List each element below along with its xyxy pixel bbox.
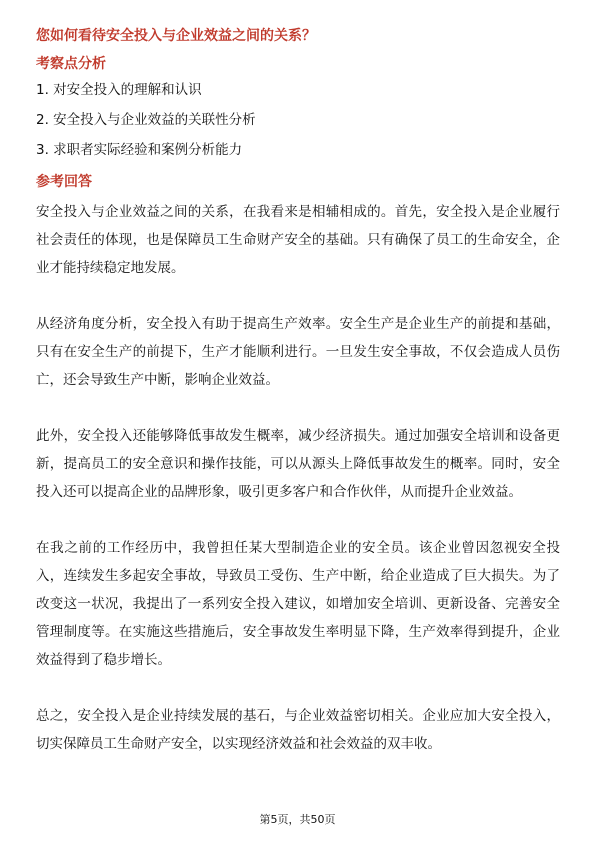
answer-paragraph: 在我之前的工作经历中，我曾担任某大型制造企业的安全员。该企业曾因忽视安全投入，连续发生多起安全事故，导致员工受伤、生产中断，给企业造成了巨大损失。为了改变这一状况，我提出了一系列安全投入建议，如增加安全培训、更新设备、完善安全管理制度等。在实施这些措施后，安全事故发生率明显下降，生产效率得到提升，企业效益得到了稳步增长。	[36, 540, 560, 668]
answer-paragraph: 安全投入与企业效益之间的关系，在我看来是相辅相成的。首先，安全投入是企业履行社会责任的体现，也是保障员工生命财产安全的基础。只有确保了员工的生命安全，企业才能持续稳定地发展。	[36, 204, 560, 276]
answer-paragraph: 从经济角度分析，安全投入有助于提高生产效率。安全生产是企业生产的前提和基础，只有在安全生产的前提下，生产才能顺利进行。一旦发生安全事故，不仅会造成人员伤亡，还会导致生产中断，影响企业效益。	[36, 316, 560, 388]
answer-heading: 参考回答	[36, 174, 92, 190]
analysis-point: 1. 对安全投入的理解和认识	[36, 82, 202, 98]
answer-body	[36, 198, 560, 786]
question-title: 您如何看待安全投入与企业效益之间的关系？	[36, 28, 316, 44]
answer-paragraph: 总之，安全投入是企业持续发展的基石，与企业效益密切相关。企业应加大安全投入，切实保障员工生命财产安全，以实现经济效益和社会效益的双丰收。	[36, 708, 560, 752]
page-number: 第5页，共50页	[259, 813, 336, 826]
analysis-heading: 考察点分析	[36, 56, 106, 72]
analysis-point: 2. 安全投入与企业效益的关联性分析	[36, 112, 256, 128]
analysis-point: 3. 求职者实际经验和案例分析能力	[36, 142, 243, 158]
answer-paragraph: 此外，安全投入还能够降低事故发生概率，减少经济损失。通过加强安全培训和设备更新，提高员工的安全意识和操作技能，可以从源头上降低事故发生的概率。同时，安全投入还可以提高企业的品牌形象，吸引更多客户和合作伙伴，从而提升企业效益。	[36, 428, 560, 500]
